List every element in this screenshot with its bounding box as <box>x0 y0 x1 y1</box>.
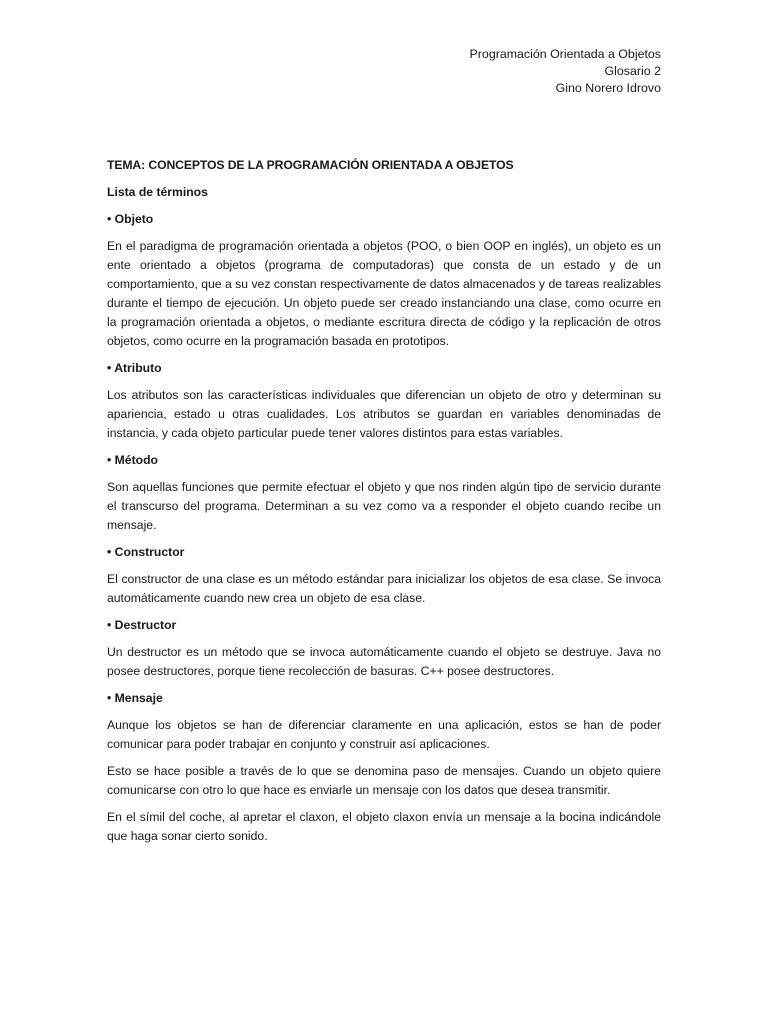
term-heading-objeto: • Objeto <box>107 212 154 226</box>
paragraph: En el paradigma de programación orientada a objetos (POO, o bien OOP en inglés), un objeto es un ente orientado a objetos (programa de computadoras) que consta de un estado y de un comportamiento, que a su vez constan respectivamente de datos almacenados y de tareas realizables durante el tiempo de ejecución. Un objeto puede ser creado instanciando una clase, como ocurre en la programación orientada a objetos, o mediante escritura directa de código y la replicación de otros objetos, como ocurre en la programación basada en prototipos. <box>107 239 661 348</box>
topic-heading: TEMA: CONCEPTOS DE LA PROGRAMACIÓN ORIENTADA A OBJETOS <box>107 158 514 172</box>
paragraph: Esto se hace posible a través de lo que se denomina paso de mensajes. Cuando un objeto quiere comunicarse con otro lo que hace es enviarle un mensaje con los datos que desea transmitir. <box>107 764 661 797</box>
page-header <box>470 46 661 97</box>
header-course: Programación Orientada a Objetos <box>469 47 661 61</box>
term-heading-destructor: • Destructor <box>107 618 177 632</box>
paragraph: El constructor de una clase es un método estándar para inicializar los objetos de esa clase. Se invoca automáticamente cuando new crea un objeto de esa clase. <box>107 572 661 605</box>
term-heading-metodo: • Método <box>107 453 158 467</box>
term-heading-constructor: • Constructor <box>107 545 185 559</box>
header-doc-title: Glosario 2 <box>604 64 661 78</box>
term-heading-mensaje: • Mensaje <box>107 691 163 705</box>
paragraph: Aunque los objetos se han de diferenciar claramente en una aplicación, estos se han de poder comunicar para poder trabajar en conjunto y construir así aplicaciones. <box>107 718 661 751</box>
header-author: Gino Norero Idrovo <box>555 81 661 95</box>
paragraph: En el símil del coche, al apretar el claxon, el objeto claxon envía un mensaje a la bocina indicándole que haga sonar cierto sonido. <box>107 810 661 843</box>
paragraph: Un destructor es un método que se invoca automáticamente cuando el objeto se destruye. Java no posee destructores, porque tiene recolección de basuras. C++ posee destructores. <box>107 645 661 678</box>
paragraph: Los atributos son las características individuales que diferencian un objeto de otro y determinan su apariencia, estado u otras cualidades. Los atributos se guardan en variables denominadas de instancia, y cada objeto particular puede tener valores distintos para estas variables. <box>107 388 661 440</box>
paragraph: Son aquellas funciones que permite efectuar el objeto y que nos rinden algún tipo de servicio durante el transcurso del programa. Determinan a su vez como va a responder el objeto cuando recibe un mensaje. <box>107 480 661 532</box>
term-heading-atributo: • Atributo <box>107 361 162 375</box>
term-list-title: Lista de términos <box>107 185 208 199</box>
document-body <box>107 156 661 854</box>
